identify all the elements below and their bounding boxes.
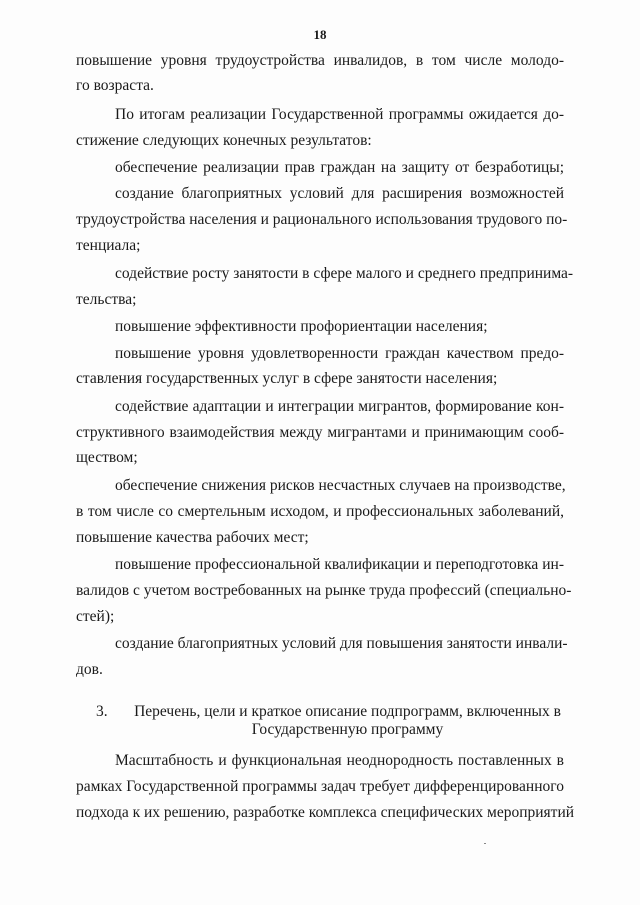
- text-line: ществом;: [76, 449, 138, 466]
- text-line: обеспечение снижения рисков несчастных случаев на производстве,: [115, 477, 566, 494]
- text-line: дов.: [76, 661, 103, 678]
- text-line: создание благоприятных условий для расширения возможностей: [115, 185, 564, 202]
- text-line: обеспечение реализации прав граждан на защиту от безработицы;: [115, 159, 564, 176]
- text-line: повышение уровня удовлетворенности граждан качеством предо-: [115, 345, 564, 362]
- text-line: структивного взаимодействия между мигрантами и принимающим сооб-: [76, 424, 564, 441]
- text-line: повышение эффективности профориентации населения;: [115, 318, 488, 335]
- text-line: содействие росту занятости в сфере малого и среднего предпринима-: [115, 265, 574, 282]
- text-line: подхода к их решению, разработке комплекса специфических мероприятий: [76, 804, 575, 821]
- text-line: ставления государственных услуг в сфере занятости населения;: [76, 370, 498, 387]
- section-heading: [96, 703, 566, 743]
- text-line: го возраста.: [76, 77, 154, 94]
- text-line: Масштабность и функциональная неоднородность поставленных в: [115, 752, 564, 769]
- scan-speck: [484, 843, 486, 844]
- text-line: тенциала;: [76, 237, 141, 254]
- text-line: тельства;: [76, 291, 137, 308]
- text-line: повышение уровня трудоустройства инвалидов, в том числе молодо-: [76, 52, 564, 69]
- text-line: валидов с учетом востребованных на рынке труда профессий (специально-: [76, 582, 572, 599]
- text-line: рамках Государственной программы задач требует дифференцированного: [76, 778, 564, 795]
- section-title-line: Государственную программу: [251, 721, 444, 738]
- text-line: стижение следующих конечных результатов:: [76, 132, 372, 149]
- page-number: 18: [313, 27, 327, 42]
- text-line: По итогам реализации Государственной программы ожидается до-: [115, 106, 564, 123]
- text-line: создание благоприятных условий для повышения занятости инвали-: [115, 635, 568, 652]
- section-title-line: Перечень, цели и краткое описание подпрограмм, включенных в: [134, 703, 561, 720]
- section-number: 3.: [96, 703, 108, 720]
- text-line: содействие адаптации и интеграции мигрантов, формирование кон-: [115, 398, 564, 415]
- text-line: повышение профессиональной квалификации и переподготовка ин-: [115, 556, 564, 573]
- text-line: трудоустройства населения и рационального использования трудового по-: [76, 211, 568, 228]
- text-line: в том числе со смертельным исходом, и профессиональных заболеваний,: [76, 503, 564, 520]
- text-line: стей);: [76, 608, 115, 625]
- text-line: повышение качества рабочих мест;: [76, 529, 309, 546]
